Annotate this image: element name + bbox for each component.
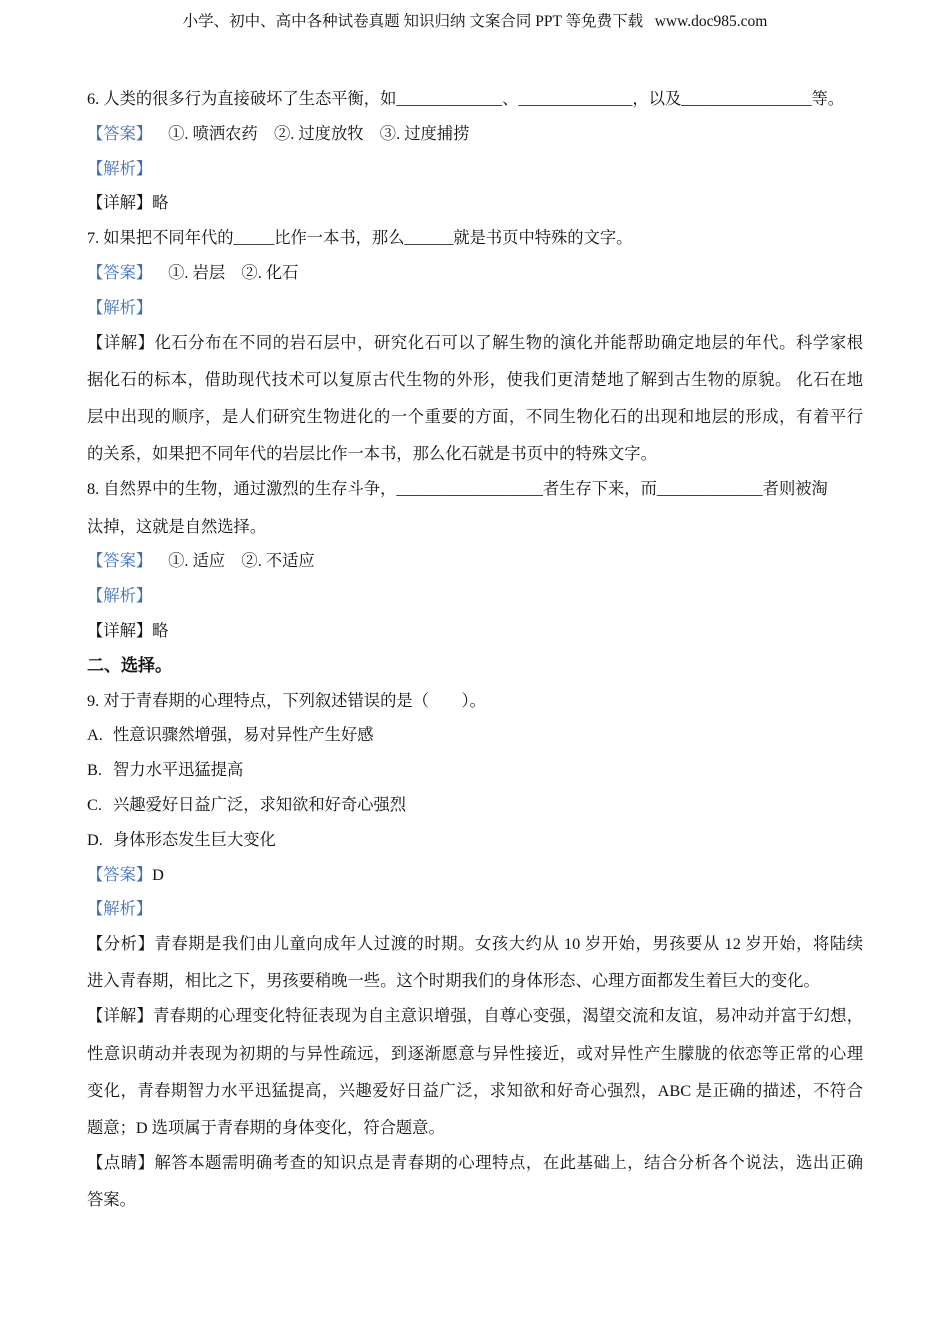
analysis-label: 【解析】 [87, 297, 153, 317]
detail-label: 【详解】 [87, 332, 155, 352]
option-letter: A. [87, 725, 103, 745]
question-8-answer [87, 544, 863, 579]
question-9-answer [87, 858, 863, 893]
option-letter: D. [87, 829, 103, 849]
option-text: 兴趣爱好日益广泛，求知欲和好奇心强烈 [113, 794, 407, 814]
question-9-detail [87, 999, 863, 1146]
answer-text: ①. 岩层 ②. 化石 [168, 262, 299, 282]
stem-line: 汰掉，这就是自然选择。 [87, 516, 267, 536]
section-title: 二、选择。 [87, 655, 172, 675]
option-b [87, 753, 863, 788]
question-8-detail [87, 614, 863, 649]
breakdown-line [87, 927, 863, 962]
tip-label: 【点睛】 [87, 1152, 155, 1172]
detail-line: 变化，青春期智力水平迅猛提高，兴趣爱好日益广泛，求知欲和好奇心强烈，ABC 是正确的描述，不符合 [87, 1080, 863, 1100]
detail-line: 层中出现的顺序，是人们研究生物进化的一个重要的方面，不同生物化石的出现和地层的形成，有着平行 [87, 407, 863, 427]
answer-label: 【答案】 [87, 864, 153, 884]
question-9-tip [87, 1146, 863, 1218]
page-header: 小学、初中、高中各种试卷真题 知识归纳 文案合同 PPT 等免费下载 www.doc985.com [182, 13, 768, 30]
question-9-breakdown [87, 927, 863, 999]
answer-text: ①. 喷洒农药 ②. 过度放牧 ③. 过度捕捞 [168, 123, 470, 143]
breakdown-line: 进入青春期，相比之下，男孩要稍晚一些。这个时期我们的身体形态、心理方面都发生着巨大的变化。 [87, 971, 820, 991]
option-d [87, 823, 863, 858]
document-body [87, 82, 863, 1218]
question-9-stem: 9. 对于青春期的心理特点，下列叙述错误的是（ ）。 [87, 690, 486, 710]
detail-label: 【详解】 [87, 620, 153, 640]
detail-line: 据化石的标本，借助现代技术可以复原古代生物的外形，使我们更清楚地了解到古生物的原貌。 化石在地 [87, 369, 863, 389]
analysis-label: 【解析】 [87, 158, 153, 178]
question-6-stem: 6. 人类的很多行为直接破坏了生态平衡，如_____________、______________，以及________________等。 [87, 89, 845, 108]
detail-text: 略 [152, 620, 169, 640]
tip-line: 答案。 [87, 1190, 136, 1210]
analysis-label: 【解析】 [87, 586, 153, 606]
question-8-stem [87, 472, 863, 544]
detail-text: 化石分布在不同的岩石层中，研究化石可以了解生物的演化并能帮助确定地层的年代。科学家根 [154, 332, 863, 352]
answer-label: 【答案】 [87, 123, 153, 143]
question-6-detail [87, 186, 863, 221]
detail-line [87, 326, 863, 361]
option-letter: B. [87, 760, 102, 780]
detail-text: 略 [152, 193, 169, 213]
question-7-stem: 7. 如果把不同年代的_____比作一本书，那么______就是书页中特殊的文字。 [87, 228, 633, 248]
question-7-answer [87, 256, 863, 291]
analysis-label: 【解析】 [87, 899, 153, 919]
detail-label: 【详解】 [87, 193, 153, 213]
stem-line: 8. 自然界中的生物，通过激烈的生存斗争，__________________者生存下来，而_____________者则被淘 [87, 479, 828, 499]
breakdown-label: 【分析】 [87, 934, 155, 954]
option-a [87, 718, 863, 753]
answer-label: 【答案】 [87, 551, 153, 571]
option-text: 身体形态发生巨大变化 [113, 829, 276, 849]
detail-text: 青春期的心理变化特征表现为自主意识增强，自尊心变强，渴望交流和友谊，易冲动并富于幻想， [153, 1006, 863, 1026]
question-8-analysis [87, 579, 863, 614]
option-letter: C. [87, 794, 102, 814]
detail-line: 的关系，如果把不同年代的岩层比作一本书，那么化石就是书页中的特殊文字。 [87, 444, 657, 464]
question-7-analysis [87, 291, 863, 326]
answer-text: ①. 适应 ②. 不适应 [168, 551, 315, 571]
option-text: 性意识骤然增强，易对异性产生好感 [113, 725, 374, 745]
question-7-detail [87, 326, 863, 473]
detail-label: 【详解】 [87, 1006, 154, 1026]
question-6-answer [87, 117, 863, 152]
option-text: 智力水平迅猛提高 [113, 760, 244, 780]
tip-line [87, 1146, 863, 1181]
question-9-analysis [87, 892, 863, 927]
breakdown-text: 青春期是我们由儿童向成年人过渡的时期。女孩大约从 10 岁开始，男孩要从 12 岁开始，将陆续 [154, 934, 863, 954]
option-c [87, 788, 863, 823]
answer-label: 【答案】 [87, 262, 153, 282]
answer-text: D [152, 864, 164, 884]
detail-line: 题意；D 选项属于青春期的身体变化，符合题意。 [87, 1118, 445, 1138]
detail-line: 性意识萌动并表现为初期的与异性疏远，到逐渐愿意与异性接近，或对异性产生朦胧的依恋等正常的心理 [87, 1043, 863, 1063]
tip-text: 解答本题需明确考查的知识点是青春期的心理特点，在此基础上，结合分析各个说法，选出正确 [154, 1152, 863, 1172]
detail-line [87, 999, 863, 1034]
question-6-analysis [87, 152, 863, 187]
